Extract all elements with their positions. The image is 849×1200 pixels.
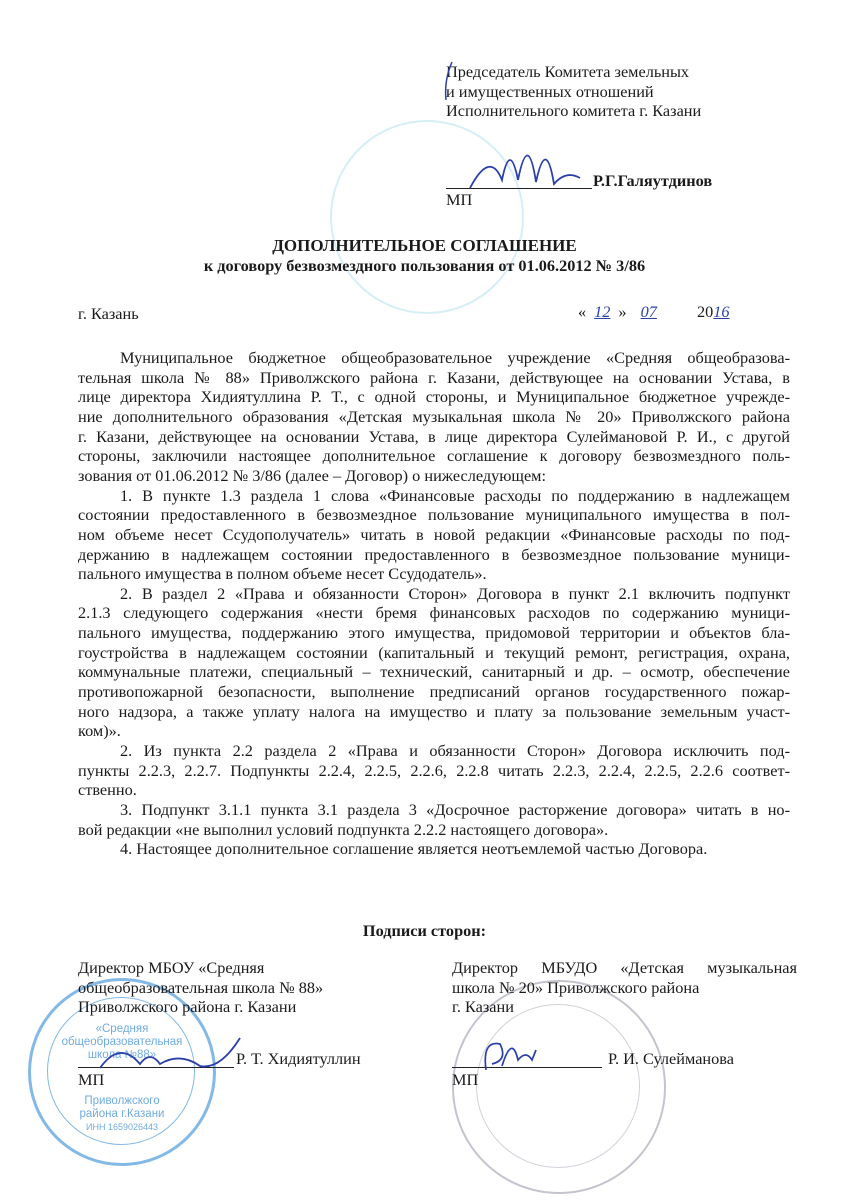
body-line: пального имущества, поддержанию этого имущества, придомовой территории и объектов бла- <box>78 623 790 643</box>
date-year-prefix: 20 <box>697 302 714 321</box>
stamp-text: ИНН 1659026443 <box>85 1122 159 1132</box>
body-line: 3. Подпункт 3.1.1 пункта 3.1 раздела 3 «Досрочное расторжение договора» читать в но- <box>120 799 790 819</box>
body-line: ном объеме несет Ссудополучатель» читать в новой редакции «Финансовые расходы по под- <box>78 524 790 544</box>
stamp-text: общеобразовательная <box>61 1036 183 1048</box>
body-line: пального имущества в полном объеме несет Ссудодатель». <box>78 564 487 584</box>
body-line: противопожарной безопасности, выполнение предписаний органов государственного пожар- <box>78 682 790 702</box>
right-party-seal-label: МП <box>452 1070 479 1089</box>
date-month: 07 <box>640 302 657 321</box>
body-line: коммунальные платежи, специальный – технический, санитарный и др. – осмотр, обеспечение <box>78 662 790 682</box>
body-line: ком)». <box>78 721 121 741</box>
approval-line: Исполнительного комитета г. Казани <box>446 101 702 120</box>
document-date: « 12 » 07 2016 <box>578 302 730 321</box>
right-party-line: Директор МБУДО «Детская музыкальная <box>452 958 797 977</box>
approval-signatory: Р.Г.Галяутдинов <box>593 171 713 190</box>
left-party-signatory: Р. Т. Хидиятуллин <box>236 1049 361 1068</box>
body-line: состоянии предоставленного в безвозмездное пользование муниципального имущества в пол- <box>78 505 790 525</box>
left-party-line: общеобразовательная школа № 88» <box>78 978 324 997</box>
body-line: 4. Настоящее дополнительное соглашение является неотъемлемой частью Договора. <box>120 839 708 859</box>
body-line: пункты 2.2.3, 2.2.7. Подпункты 2.2.4, 2.2.5, 2.2.6, 2.2.8 читать 2.2.3, 2.2.4, 2.2.5, 2.2.6 соответ- <box>78 760 790 780</box>
body-line: 2. В раздел 2 «Права и обязанности Сторон» Договора в пункт 2.1 включить подпункт <box>120 583 790 603</box>
body-line: держанию в надлежащем состоянии предоставленного в безвозмездное пользование муници- <box>78 544 790 564</box>
body-line: ние дополнительного образования «Детская музыкальная школа № 20» Приволжского района <box>78 406 790 426</box>
approval-signature-scribble <box>440 60 600 200</box>
body-line: 2.1.3 следующего содержания «нести бремя финансовых расходов по содержанию муници- <box>78 603 790 623</box>
stamp-text: школа №88» <box>87 1049 157 1061</box>
body-line: тельная школа № 88» Приволжского района г. Казани, действующее на основании Устава, в <box>78 367 790 387</box>
body-line: 2. Из пункта 2.2 раздела 2 «Права и обязанности Сторон» Договора исключить под- <box>120 741 790 760</box>
body-line: ственно. <box>78 780 137 800</box>
stamp-text: «Средняя <box>95 1023 149 1035</box>
right-party-signatory: Р. И. Сулейманова <box>608 1049 734 1068</box>
body-line: ного надзора, а также уплату налога на имущество и плату за пользование земельным участ- <box>78 701 790 721</box>
body-line: зования от 01.06.2012 № 3/86 (далее – Договор) о нижеследующем: <box>78 465 547 485</box>
body-line: г. Казани, действующее на основании Устава, в лице директора Сулеймановой Р. И., с другой <box>78 426 790 446</box>
right-signature-scribble <box>478 1030 548 1075</box>
body-line: стороны, заключили настоящее дополнительное соглашение к договору безвозмездного поль- <box>78 446 790 466</box>
left-party-line: Приволжского района г. Казани <box>78 997 297 1016</box>
left-signature-scribble <box>90 1030 250 1080</box>
approval-seal-label: МП <box>446 190 473 209</box>
approval-line: Председатель Комитета земельных <box>446 62 690 81</box>
date-day: 12 <box>594 302 611 321</box>
body-line: Муниципальное бюджетное общеобразовательное учреждение «Средняя общеобразова- <box>120 348 790 367</box>
city: г. Казань <box>78 304 139 323</box>
stamp-text-lower <box>31 1095 213 1134</box>
date-year-suffix: 16 <box>713 302 730 321</box>
body-line: гоустройства в надлежащем состоянии (капитальный и текущий ремонт, регистрация, охрана, <box>78 642 790 662</box>
left-party-line: Директор МБОУ «Средняя <box>78 958 265 977</box>
approval-line: и имущественных отношений <box>446 82 654 101</box>
stamp-text: Приволжского <box>84 1095 160 1107</box>
signatures-heading: Подписи сторон: <box>362 921 487 940</box>
body-line: 1. В пункте 1.3 раздела 1 слова «Финансовые расходы по поддержанию в надлежащем <box>120 485 790 505</box>
stamp-text: района г.Казани <box>79 1108 165 1120</box>
right-party-line: школа № 20» Приволжского района <box>452 978 700 997</box>
body-line: вой редакции «не выполнил условий подпункта 2.2.2 настоящего договора». <box>78 819 609 839</box>
right-party-line: г. Казани <box>452 997 514 1016</box>
body-line: лице директора Хидиятуллина Р. Т., с одной стороны, и Муниципальное бюджетное учрежде- <box>78 387 790 407</box>
document-subtitle: к договору безвозмездного пользования от 01.06.2012 № 3/86 <box>203 256 646 275</box>
left-party-seal-label: МП <box>78 1070 105 1089</box>
document-title: ДОПОЛНИТЕЛЬНОЕ СОГЛАШЕНИЕ <box>272 236 577 255</box>
